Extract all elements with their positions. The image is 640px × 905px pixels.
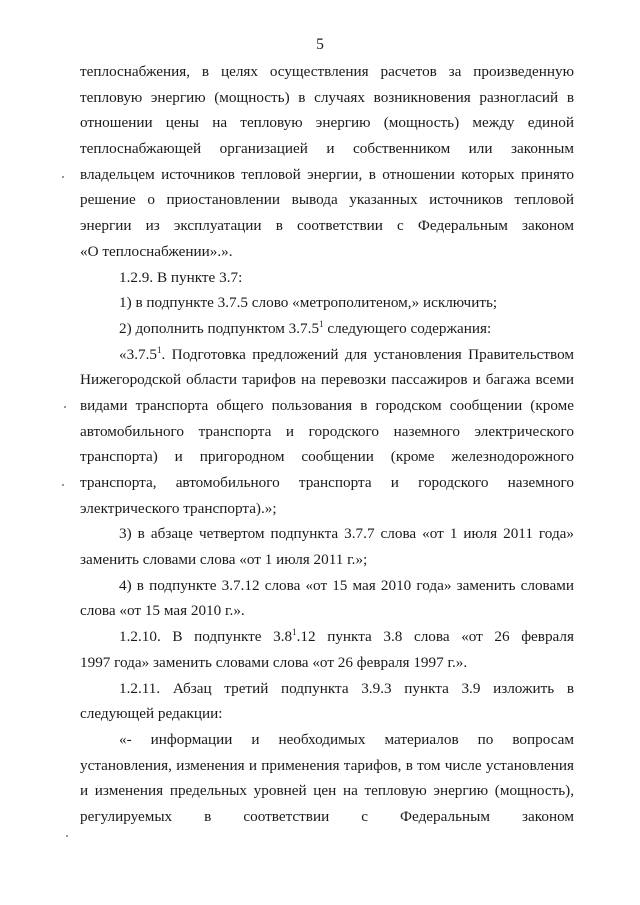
text-line (80, 342, 574, 368)
text-run: решение о приостановлении вывода указанных источников тепловой (80, 191, 574, 209)
text-run: .12 пункта 3.8 слова «от 26 февраля (296, 628, 574, 646)
scan-speck (64, 406, 66, 408)
text-line (80, 676, 574, 702)
text-run: «О теплоснабжении».». (80, 242, 233, 260)
text-run: теплоснабжения, в целях осуществления расчетов за произведенную (80, 63, 574, 80)
text-run: транспорта) и пригородном сообщении (кроме железнодорожного (80, 448, 574, 466)
text-line (80, 470, 574, 496)
text-run: владельцем источников тепловой энергии, в отношении которых принято (80, 165, 574, 183)
text-run: теплоснабжающей организацией и собственником или законным (80, 140, 574, 158)
text-run: 4) в подпункте 3.7.12 слова «от 15 мая 2010 года» заменить словами (119, 576, 574, 594)
document-body (80, 59, 574, 830)
text-run: слова «от 15 мая 2010 г.». (80, 602, 245, 620)
text-run: Нижегородской области тарифов на перевозки пассажиров и багажа всеми (80, 371, 574, 389)
page-number: 5 (316, 36, 324, 53)
text-run: и изменения предельных уровней цен на тепловую энергию (мощность), (80, 782, 574, 800)
text-line (80, 650, 574, 676)
text-run: транспорта, автомобильного транспорта и городского наземного (80, 474, 574, 491)
text-run: 1997 года» заменить словами слова «от 26 февраля 1997 г.». (80, 653, 468, 671)
text-run: тепловую энергию (мощность) в случаях возникновения разногласий в (80, 88, 574, 106)
text-run: заменить словами слова «от 1 июля 2011 г.»; (80, 551, 368, 569)
text-run: 2) дополнить подпунктом 3.7.5 (119, 319, 320, 337)
text-line (80, 521, 574, 547)
text-line (80, 573, 574, 599)
text-run: 1.2.10. В подпункте 3.8 (119, 628, 293, 646)
text-run: 1.2.9. В пункте 3.7: (119, 268, 243, 286)
text-run: электрического транспорта).»; (80, 499, 277, 517)
text-line (80, 213, 574, 239)
scan-speck (62, 176, 64, 178)
text-line (80, 804, 574, 830)
text-line (80, 547, 574, 573)
text-line (80, 316, 574, 342)
superscript: 1 (292, 627, 297, 638)
text-run: отношении цены на тепловую энергию (мощность) между единой (80, 114, 574, 132)
text-line (80, 778, 574, 804)
text-run: следующей редакции: (80, 705, 223, 723)
text-line (80, 701, 574, 727)
text-line (80, 239, 574, 265)
text-line (80, 393, 574, 419)
text-line (80, 419, 574, 445)
text-run: 1) в подпункте 3.7.5 слово «метрополитеном,» исключить; (119, 294, 498, 312)
superscript: 1 (156, 344, 162, 355)
text-line (80, 265, 574, 291)
text-line (80, 59, 574, 85)
text-run: . Подготовка предложений для установления Правительством (161, 345, 574, 363)
text-run: 3) в абзаце четвертом подпункта 3.7.7 слова «от 1 июля 2011 года» (119, 525, 574, 543)
text-line (80, 444, 574, 470)
text-line (80, 136, 574, 162)
text-line (80, 598, 574, 624)
text-line (80, 727, 574, 753)
text-line (80, 85, 574, 111)
text-line (80, 753, 574, 779)
text-run: видами транспорта общего пользования в городском сообщении (кроме (80, 396, 574, 414)
text-run: установления, изменения и применения тарифов, в том числе установления (80, 756, 574, 774)
text-run: энергии из эксплуатации в соответствии с Федеральным законом (80, 217, 574, 235)
text-line (80, 187, 574, 213)
text-line (80, 290, 574, 316)
text-run: «- информации и необходимых материалов по вопросам (119, 730, 574, 748)
text-run: следующего содержания: (323, 319, 492, 337)
scan-speck (66, 835, 68, 837)
superscript: 1 (319, 318, 324, 329)
text-line (80, 624, 574, 650)
scan-speck (62, 484, 64, 486)
text-line (80, 110, 574, 136)
text-run: «3.7.5 (119, 345, 157, 363)
text-line (80, 162, 574, 188)
text-run: автомобильного транспорта и городского наземного электрического (80, 422, 574, 440)
text-line (80, 367, 574, 393)
text-line (80, 496, 574, 522)
text-run: регулируемых в соответствии с Федеральным законом (80, 807, 574, 825)
text-run: 1.2.11. Абзац третий подпункта 3.9.3 пункта 3.9 изложить в (119, 679, 574, 697)
